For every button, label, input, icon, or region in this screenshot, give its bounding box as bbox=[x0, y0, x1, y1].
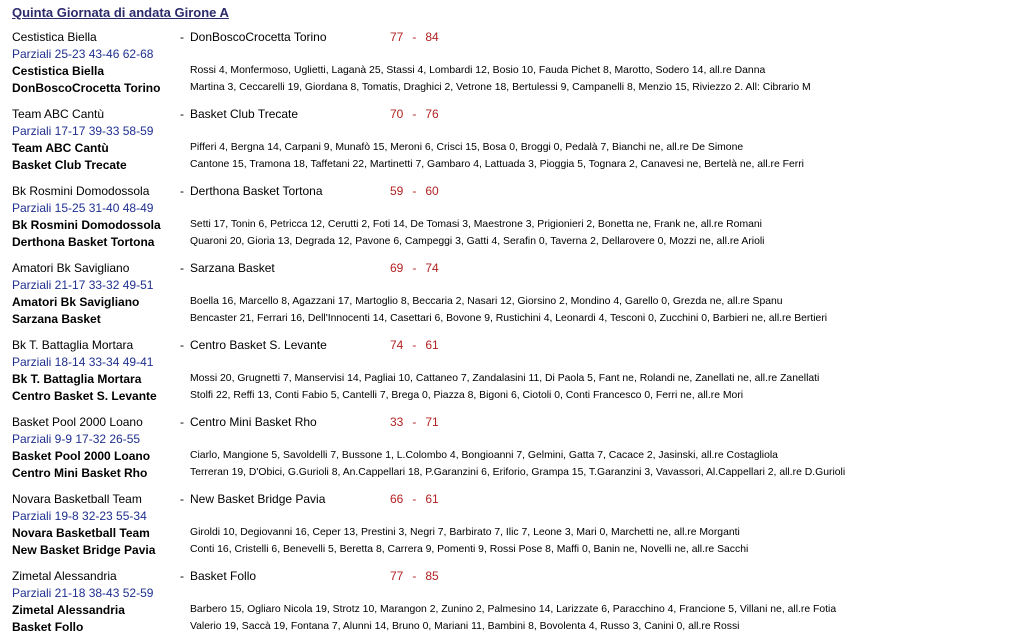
away-team-label: Centro Basket S. Levante bbox=[12, 389, 157, 403]
away-players: Bencaster 21, Ferrari 16, Dell'Innocenti 14, Casettari 6, Bovone 9, Rustichini 4, Leonardi 4, Tesconi 0, Zucchini 0, Barbieri ne, all.re Bertieri bbox=[190, 313, 828, 324]
page-title: Quinta Giornata di andata Girone A bbox=[12, 5, 229, 20]
final-score bbox=[390, 184, 439, 198]
away-players: Terreran 19, D'Obici, G.Gurioli 8, An.Cappellari 18, P.Garanzini 6, Eriforio, Grampa 15, T.Garanzini 3, Vavassori, Al.Cappellari 2, all.re D.Gurioli bbox=[190, 467, 846, 478]
game-block bbox=[0, 569, 1014, 641]
parziali: Parziali 17-17 39-33 58-59 bbox=[12, 124, 154, 138]
parziali: Parziali 21-17 33-32 49-51 bbox=[12, 278, 154, 292]
away-players: Conti 16, Cristelli 6, Benevelli 5, Beretta 8, Carrera 9, Pomenti 9, Rossi Pose 8, Maffi 0, Banin ne, Novelli ne, all.re Sacchi bbox=[190, 544, 749, 555]
score-away: 76 bbox=[425, 107, 439, 121]
score-home: 59 bbox=[390, 184, 404, 198]
away-players: Quaroni 20, Gioria 13, Degrada 12, Pavone 6, Campeggi 3, Gatti 4, Serafin 0, Taverna 2, Dellarovere 0, Mozzi ne, all.re Arioli bbox=[190, 236, 765, 247]
away-team-name: Centro Mini Basket Rho bbox=[190, 415, 317, 429]
game-block bbox=[0, 338, 1014, 410]
final-score bbox=[390, 338, 439, 352]
home-team-label: Novara Basketball Team bbox=[12, 526, 150, 540]
home-team-name: Novara Basketball Team bbox=[12, 492, 142, 506]
home-team-name: Cestistica Biella bbox=[12, 30, 97, 44]
home-team-label: Team ABC Cantù bbox=[12, 141, 109, 155]
score-home: 74 bbox=[390, 338, 404, 352]
parziali: Parziali 25-23 43-46 62-68 bbox=[12, 47, 154, 61]
home-team-label: Zimetal Alessandria bbox=[12, 603, 125, 617]
final-score bbox=[390, 107, 439, 121]
away-team-label: Derthona Basket Tortona bbox=[12, 235, 155, 249]
away-players: Valerio 19, Saccà 19, Fontana 7, Alunni 14, Bruno 0, Mariani 11, Bambini 8, Bovolenta 4, Russo 3, Canini 0, all.re Rossi bbox=[190, 621, 740, 632]
score-separator: - bbox=[412, 30, 417, 44]
final-score bbox=[390, 261, 439, 275]
game-block bbox=[0, 30, 1014, 102]
home-team-name: Zimetal Alessandria bbox=[12, 569, 117, 583]
away-players: Stolfi 22, Reffi 13, Conti Fabio 5, Cantelli 7, Brega 0, Piazza 8, Bigoni 6, Ciotoli 0, Conti Francesco 0, Ferri ne, all.re Mori bbox=[190, 390, 744, 401]
separator-dash: - bbox=[180, 184, 184, 198]
score-away: 74 bbox=[425, 261, 439, 275]
score-away: 60 bbox=[425, 184, 439, 198]
final-score bbox=[390, 569, 439, 583]
score-home: 77 bbox=[390, 30, 404, 44]
away-team-name: New Basket Bridge Pavia bbox=[190, 492, 326, 506]
away-team-name: DonBoscoCrocetta Torino bbox=[190, 30, 327, 44]
score-away: 84 bbox=[425, 30, 439, 44]
home-players: Pifferi 4, Bergna 14, Carpani 9, Munafò 15, Meroni 6, Crisci 15, Bosa 0, Broggi 0, Pedalà 7, Bianchi ne, all.re De Simone bbox=[190, 142, 744, 153]
score-separator: - bbox=[412, 338, 417, 352]
home-players: Giroldi 10, Degiovanni 16, Ceper 13, Prestini 3, Negri 7, Barbirato 7, Ilic 7, Leone 3, Mari 0, Marchetti ne, all.re Morganti bbox=[190, 527, 740, 538]
home-players: Barbero 15, Ogliaro Nicola 19, Strotz 10, Marangon 2, Zunino 2, Palmesino 14, Larizzate 6, Paracchino 4, Francione 5, Villani ne, all.re Fotia bbox=[190, 604, 837, 615]
separator-dash: - bbox=[180, 107, 184, 121]
score-home: 69 bbox=[390, 261, 404, 275]
score-away: 61 bbox=[425, 492, 439, 506]
home-team-name: Basket Pool 2000 Loano bbox=[12, 415, 143, 429]
away-team-label: Centro Mini Basket Rho bbox=[12, 466, 148, 480]
game-block bbox=[0, 107, 1014, 179]
home-team-label: Cestistica Biella bbox=[12, 64, 105, 78]
separator-dash: - bbox=[180, 30, 184, 44]
home-players: Rossi 4, Monfermoso, Uglietti, Laganà 25, Stassi 4, Lombardi 12, Bosio 10, Fauda Pichet 8, Marotto, Sodero 14, all.re Danna bbox=[190, 65, 766, 76]
home-team-name: Bk T. Battaglia Mortara bbox=[12, 338, 134, 352]
home-team-name: Amatori Bk Savigliano bbox=[12, 261, 130, 275]
home-team-name: Bk Rosmini Domodossola bbox=[12, 184, 150, 198]
final-score bbox=[390, 415, 439, 429]
parziali: Parziali 21-18 38-43 52-59 bbox=[12, 586, 154, 600]
parziali: Parziali 19-8 32-23 55-34 bbox=[12, 509, 147, 523]
separator-dash: - bbox=[180, 569, 184, 583]
game-block bbox=[0, 261, 1014, 333]
away-team-label: New Basket Bridge Pavia bbox=[12, 543, 156, 557]
away-players: Martina 3, Ceccarelli 19, Giordana 8, Tomatis, Draghici 2, Vetrone 18, Bertulessi 9, Campanelli 8, Menzio 15, Riviezzo 2. All: Cibrario M bbox=[190, 82, 811, 93]
home-players: Ciarlo, Mangione 5, Savoldelli 7, Bussone 1, L.Colombo 4, Bongioanni 7, Gelmini, Gatta 7, Cacace 2, Jasinski, all.re Costagliola bbox=[190, 450, 778, 461]
score-separator: - bbox=[412, 107, 417, 121]
score-home: 77 bbox=[390, 569, 404, 583]
score-away: 61 bbox=[425, 338, 439, 352]
separator-dash: - bbox=[180, 338, 184, 352]
score-separator: - bbox=[412, 492, 417, 506]
away-team-label: DonBoscoCrocetta Torino bbox=[12, 81, 161, 95]
score-away: 85 bbox=[425, 569, 439, 583]
away-players: Cantone 15, Tramona 18, Taffetani 22, Martinetti 7, Gambaro 4, Lattuada 3, Pioggia 5, Tognara 2, Canavesi ne, Bertelà ne, all.re Ferri bbox=[190, 159, 804, 170]
score-home: 33 bbox=[390, 415, 404, 429]
home-team-label: Basket Pool 2000 Loano bbox=[12, 449, 151, 463]
away-team-name: Centro Basket S. Levante bbox=[190, 338, 327, 352]
separator-dash: - bbox=[180, 261, 184, 275]
parziali: Parziali 15-25 31-40 48-49 bbox=[12, 201, 154, 215]
score-separator: - bbox=[412, 569, 417, 583]
away-team-label: Basket Follo bbox=[12, 620, 84, 634]
away-team-label: Basket Club Trecate bbox=[12, 158, 127, 172]
score-separator: - bbox=[412, 261, 417, 275]
parziali: Parziali 18-14 33-34 49-41 bbox=[12, 355, 154, 369]
score-separator: - bbox=[412, 415, 417, 429]
home-players: Mossi 20, Grugnetti 7, Manservisi 14, Pagliai 10, Cattaneo 7, Zandalasini 11, Di Paola 5, Fant ne, Rolandi ne, Zanellati ne, all.re Zanellati bbox=[190, 373, 820, 384]
home-players: Setti 17, Tonin 6, Petricca 12, Cerutti 2, Foti 14, De Tomasi 3, Maestrone 3, Prigionieri 2, Bonetta ne, Frank ne, all.re Romani bbox=[190, 219, 762, 230]
away-team-label: Sarzana Basket bbox=[12, 312, 101, 326]
final-score bbox=[390, 492, 439, 506]
separator-dash: - bbox=[180, 415, 184, 429]
away-team-name: Basket Club Trecate bbox=[190, 107, 299, 121]
home-team-label: Bk T. Battaglia Mortara bbox=[12, 372, 142, 386]
game-block bbox=[0, 184, 1014, 256]
separator-dash: - bbox=[180, 492, 184, 506]
game-block bbox=[0, 492, 1014, 564]
score-home: 66 bbox=[390, 492, 404, 506]
home-team-name: Team ABC Cantù bbox=[12, 107, 105, 121]
away-team-name: Derthona Basket Tortona bbox=[190, 184, 323, 198]
away-team-name: Basket Follo bbox=[190, 569, 257, 583]
final-score bbox=[390, 30, 439, 44]
home-team-label: Amatori Bk Savigliano bbox=[12, 295, 140, 309]
score-home: 70 bbox=[390, 107, 404, 121]
home-team-label: Bk Rosmini Domodossola bbox=[12, 218, 161, 232]
score-separator: - bbox=[412, 184, 417, 198]
parziali: Parziali 9-9 17-32 26-55 bbox=[12, 432, 141, 446]
home-players: Boella 16, Marcello 8, Agazzani 17, Martoglio 8, Beccaria 2, Nasari 12, Giorsino 2, Mondino 4, Garello 0, Grezda ne, all.re Spanu bbox=[190, 296, 783, 307]
away-team-name: Sarzana Basket bbox=[190, 261, 275, 275]
game-block bbox=[0, 415, 1014, 487]
score-away: 71 bbox=[425, 415, 439, 429]
